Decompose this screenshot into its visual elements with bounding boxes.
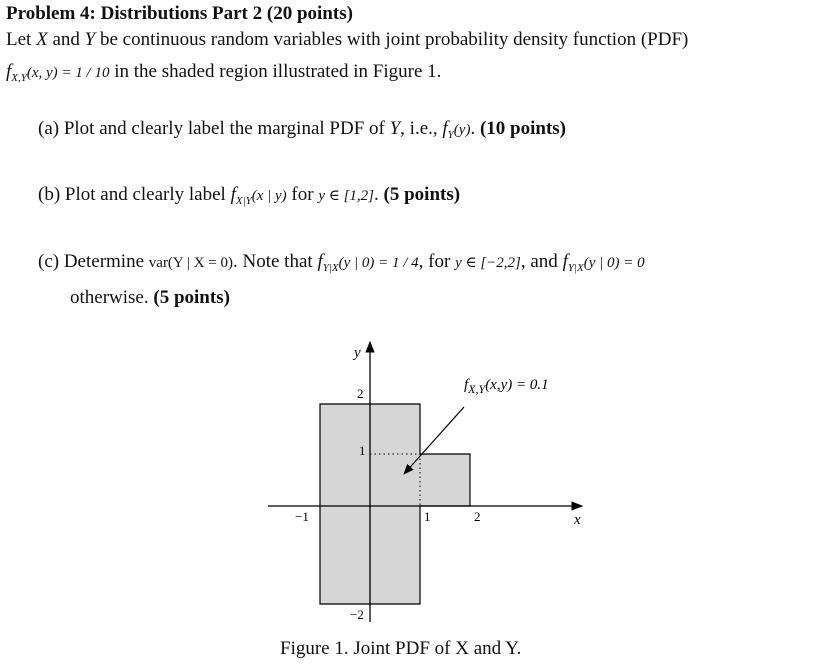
part-c-f2-args: (y | 0) = 0: [583, 255, 645, 271]
figure-caption: Figure 1. Joint PDF of X and Y.: [280, 638, 522, 659]
part-c-points: (5 points): [153, 287, 230, 308]
part-b-text-3: .: [374, 184, 379, 205]
joint-pdf-symbol: $f_{X,Y}$: [6, 61, 27, 84]
joint-pdf-expr: (x, y) = 1 / 10: [26, 65, 110, 81]
part-c-var-expr: var(Y | X = 0): [148, 255, 233, 271]
part-a-points: (10 points): [479, 118, 566, 139]
tick-label-x-neg1: −1: [295, 509, 309, 524]
intro-text-let: Let: [6, 29, 32, 50]
part-b-f: $f_{X|Y}$: [230, 184, 252, 207]
part-b-points: (5 points): [383, 184, 461, 205]
part-c-text-4: , and: [520, 251, 558, 272]
axis-y-label: y: [354, 345, 361, 361]
intro-text-2: be continuous random variables with joint probability density function (PDF): [99, 29, 689, 50]
axis-x-label: x: [574, 512, 581, 528]
part-c-f1-args: (y | 0) = 1 / 4: [338, 255, 419, 271]
tick-label-y-neg2: −2: [350, 607, 364, 622]
part-a-text-2: , i.e.,: [400, 118, 438, 139]
part-c-text-5: otherwise.: [70, 287, 149, 308]
part-a-f: $f_Y$: [442, 118, 454, 141]
part-b-text-2: for: [291, 184, 314, 205]
part-a-text-3: .: [470, 118, 476, 139]
intro-text-3: in the shaded region illustrated in Figure 1.: [114, 61, 442, 82]
part-c-text-3: , for: [418, 251, 451, 272]
tick-label-x-1: 1: [424, 509, 431, 524]
var-y: Y: [84, 29, 96, 50]
part-a-var: Y: [389, 118, 401, 139]
part-c-cond: y ∈ [−2,2]: [455, 255, 521, 271]
density-annotation: $f_{X,Y}(x,y) = 0.1$: [464, 377, 549, 396]
tick-label-x-2: 2: [474, 509, 481, 524]
part-c-f2: $f_{Y|X}$: [562, 251, 584, 274]
shaded-region: [320, 404, 470, 604]
part-b-cond: y ∈ [1,2]: [318, 188, 375, 204]
problem-title: Problem 4: Distributions Part 2 (20 points): [6, 3, 353, 24]
var-x: X: [36, 29, 48, 50]
tick-label-y-2: 2: [357, 386, 364, 401]
part-a-text-1: (a) Plot and clearly label the marginal PDF of: [38, 118, 385, 139]
part-b-text-1: (b) Plot and clearly label: [38, 184, 226, 205]
part-a-f-args: (y): [453, 122, 471, 138]
part-c-f1: $f_{Y|X}$: [317, 251, 339, 274]
part-c-text-1: (c) Determine: [38, 251, 145, 272]
intro-text-and: and: [52, 29, 80, 50]
part-b-f-args: (x | y): [251, 188, 287, 204]
tick-label-y-1: 1: [359, 443, 366, 458]
part-c-text-2: . Note that: [233, 251, 313, 272]
